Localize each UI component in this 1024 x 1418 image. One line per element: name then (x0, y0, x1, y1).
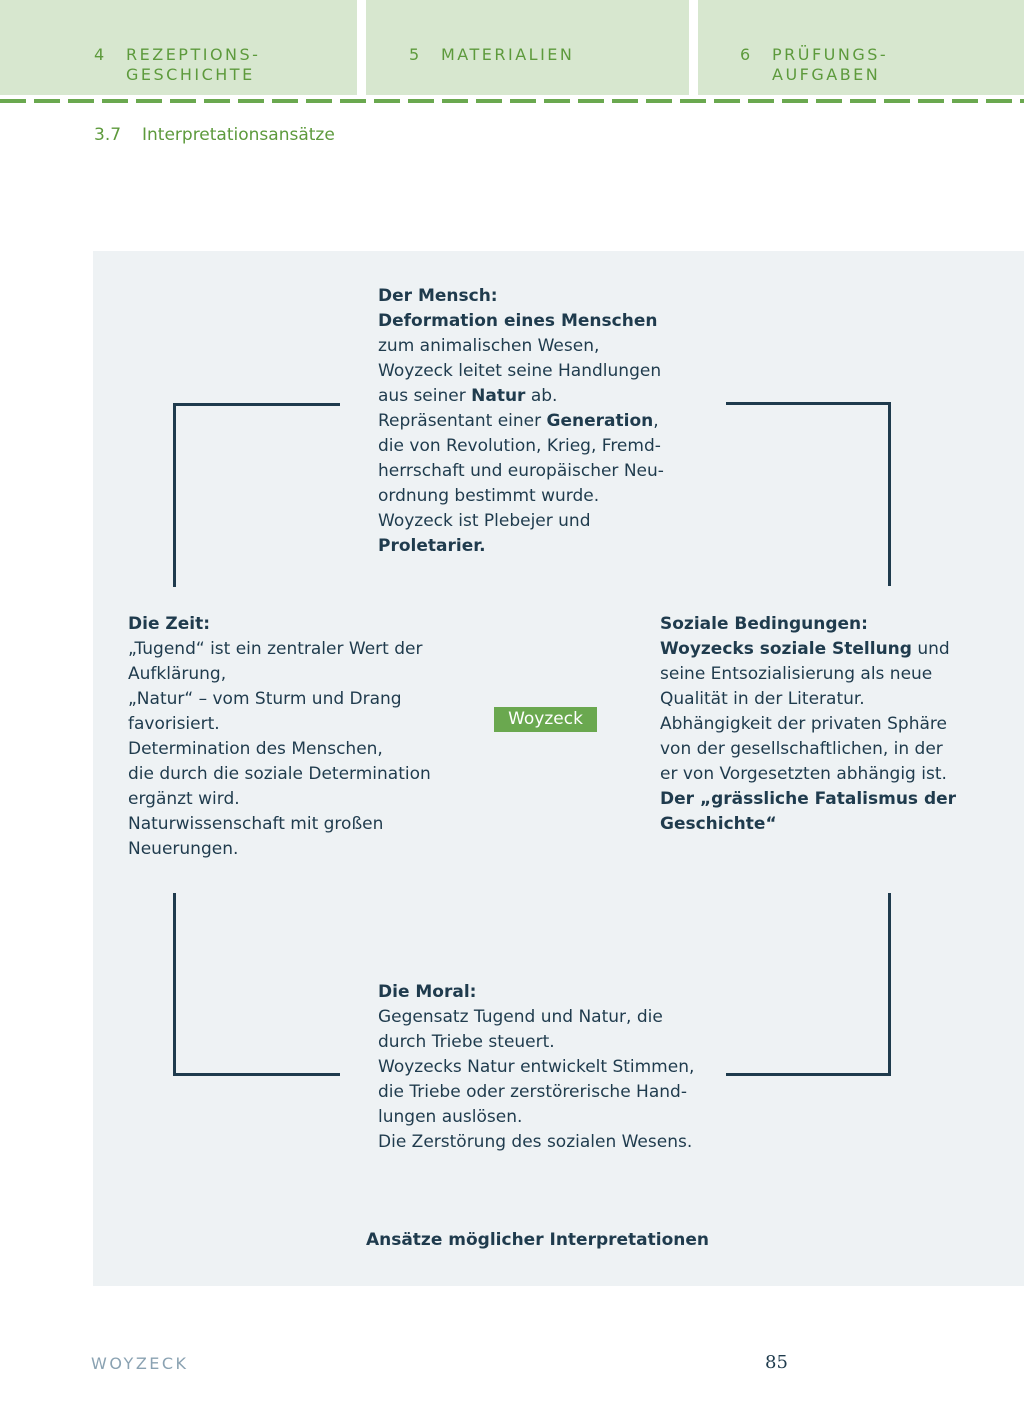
block-heading: Die Moral: (378, 982, 477, 1002)
block-soziale-bedingungen (660, 612, 956, 837)
tab-materialien[interactable] (366, 0, 689, 95)
bracket-top-left (173, 403, 340, 587)
block-line: Woyzeck ist Plebejer und (378, 511, 591, 531)
block-line: lungen auslösen. (378, 1107, 523, 1127)
block-der-mensch (378, 284, 664, 559)
block-line: Die Zerstörung des sozialen Wesens. (378, 1132, 693, 1152)
emphasis-text: Natur (471, 386, 526, 406)
section-title: Interpretationsansätze (142, 125, 335, 145)
block-line (660, 637, 956, 662)
block-line: von der gesellschaftlichen, in der (660, 739, 943, 759)
block-line: herrschaft und europäischer Neu- (378, 461, 664, 481)
emphasis-text: Woyzecks soziale Stellung (660, 639, 912, 659)
block-line: ordnung bestimmt wurde. (378, 486, 600, 506)
block-line: zum animalischen Wesen, (378, 336, 600, 356)
block-line: „Tugend“ ist ein zentraler Wert der (128, 639, 423, 659)
tab-label: REZEPTIONS- GESCHICHTE (126, 45, 261, 84)
tab-pruefungsaufgaben[interactable] (698, 0, 1024, 95)
block-line: Aufklärung, (128, 664, 227, 684)
block-line: Der „grässliche Fatalismus der (660, 789, 957, 809)
block-line: Woyzecks Natur entwickelt Stimmen, (378, 1057, 695, 1077)
tab-number: 4 (94, 45, 107, 64)
footer-book-title: WOYZECK (91, 1354, 189, 1373)
block-heading: Soziale Bedingungen: (660, 614, 868, 634)
block-line: Determination des Menschen, (128, 739, 383, 759)
block-line: Deformation eines Menschen (378, 311, 658, 331)
section-number: 3.7 (94, 125, 122, 145)
tab-number: 6 (740, 45, 753, 64)
block-line: ergänzt wird. (128, 789, 240, 809)
block-line: Naturwissenschaft mit großen (128, 814, 384, 834)
center-label-woyzeck: Woyzeck (494, 707, 597, 732)
block-line: er von Vorgesetzten abhängig ist. (660, 764, 947, 784)
header-dashed-divider (0, 99, 1024, 103)
tab-label: MATERIALIEN (441, 45, 575, 64)
line-text: Repräsentant einer (378, 411, 547, 431)
block-line: Woyzeck leitet seine Handlungen (378, 361, 662, 381)
line-text: und (911, 639, 950, 659)
emphasis-text: Generation (546, 411, 654, 431)
block-line: favorisiert. (128, 714, 220, 734)
block-die-moral (378, 980, 694, 1155)
tab-label: PRÜFUNGS- AUFGABEN (772, 45, 889, 84)
block-line: Abhängigkeit der privaten Sphäre (660, 714, 947, 734)
block-line (378, 409, 664, 434)
block-line: die Triebe oder zerstörerische Hand- (378, 1082, 687, 1102)
block-line: „Natur“ – vom Sturm und Drang (128, 689, 402, 709)
block-heading: Die Zeit: (128, 614, 210, 634)
tab-number: 5 (409, 45, 422, 64)
bracket-bottom-right (726, 893, 891, 1076)
line-text: , (653, 411, 659, 431)
block-heading: Der Mensch: (378, 286, 498, 306)
tab-rezeptionsgeschichte[interactable] (0, 0, 357, 95)
page-number: 85 (765, 1352, 788, 1373)
block-line: die von Revolution, Krieg, Fremd- (378, 436, 661, 456)
block-die-zeit (128, 612, 431, 862)
block-line: die durch die soziale Determination (128, 764, 431, 784)
block-line: Neuerungen. (128, 839, 239, 859)
block-line (378, 384, 664, 409)
bracket-bottom-left (173, 893, 340, 1076)
block-line: seine Entsozialisierung als neue (660, 664, 933, 684)
block-line: Geschichte“ (660, 814, 777, 834)
block-line: Qualität in der Literatur. (660, 689, 865, 709)
block-line: Gegensatz Tugend und Natur, die (378, 1007, 663, 1027)
block-line: durch Triebe steuert. (378, 1032, 555, 1052)
diagram-caption: Ansätze möglicher Interpretationen (365, 1230, 710, 1250)
block-line: Proletarier. (378, 536, 486, 556)
line-text: aus seiner (378, 386, 472, 406)
bracket-top-right (726, 402, 891, 586)
line-text: ab. (525, 386, 558, 406)
